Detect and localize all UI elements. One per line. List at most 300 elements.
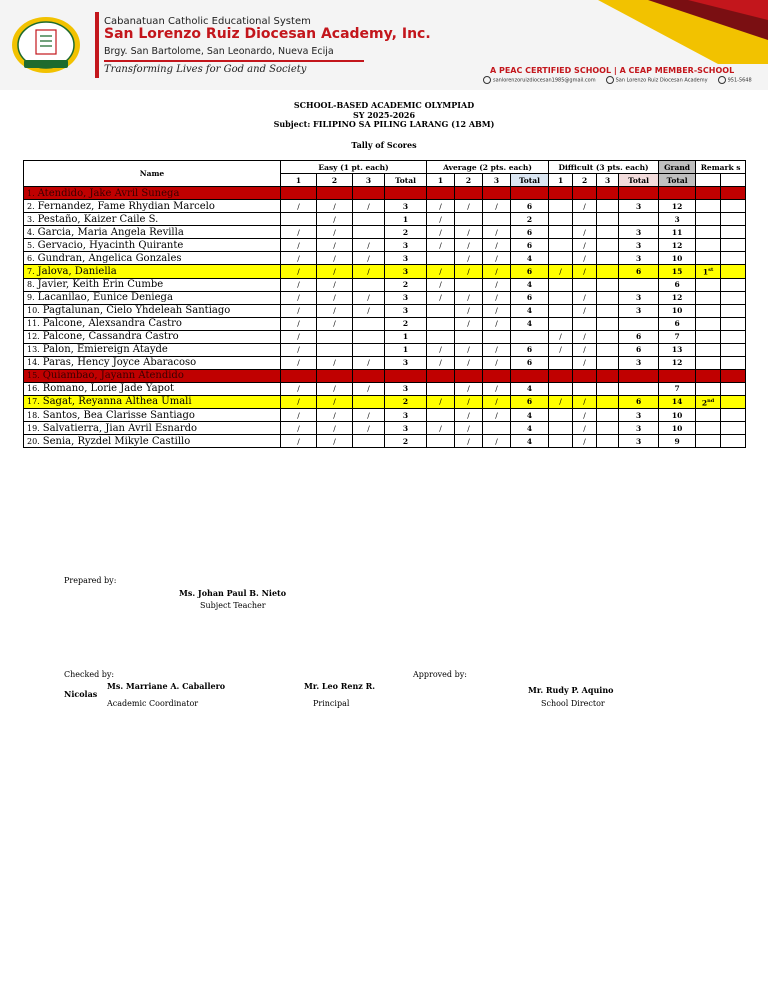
student-name-cell [24, 435, 281, 448]
average-q1-cell: / [427, 356, 455, 369]
difficult-q3-cell [597, 382, 619, 395]
easy-q3-cell: / [353, 239, 385, 252]
header-average-total: Total [511, 174, 549, 187]
easy-q1-cell: / [281, 252, 317, 265]
average-q2-cell [455, 278, 483, 291]
easy-q3-cell [353, 317, 385, 330]
remark-cell [696, 356, 721, 369]
org-name: San Lorenzo Ruiz Diocesan Academy, Inc. [104, 26, 431, 42]
easy-q2-cell [317, 369, 353, 382]
grand-total-cell: 7 [659, 330, 696, 343]
difficult-q3-cell [597, 278, 619, 291]
student-number: 20. [27, 436, 40, 446]
title-line3: Subject: FILIPINO SA PILING LARANG (12 ABM) [273, 119, 495, 129]
phone-icon [718, 76, 726, 84]
grand-total-cell: 6 [659, 317, 696, 330]
average-q1-cell [427, 330, 455, 343]
difficult-q1-cell [549, 226, 573, 239]
grand-total-cell: 15 [659, 265, 696, 279]
header-difficult-q1: 1 [549, 174, 573, 187]
easy-q1-cell: / [281, 278, 317, 291]
average-q3-cell: / [483, 382, 511, 395]
difficult-q3-cell [597, 252, 619, 265]
easy-total-cell: 3 [385, 409, 427, 422]
student-name: Romano, Lorie Jade Yapot [42, 383, 174, 394]
easy-q3-cell: / [353, 200, 385, 213]
header-easy-q2: 2 [317, 174, 353, 187]
difficult-q3-cell [597, 213, 619, 226]
difficult-q3-cell [597, 239, 619, 252]
difficult-q1-cell [549, 356, 573, 369]
average-total-cell: 6 [511, 239, 549, 252]
difficult-q3-cell [597, 356, 619, 369]
average-q1-cell [427, 304, 455, 317]
remark-cell [696, 278, 721, 291]
student-name: Javier, Keith Erin Cumbe [37, 279, 164, 290]
difficult-q3-cell [597, 226, 619, 239]
remark-extra-cell [721, 356, 746, 369]
difficult-total-cell: 3 [619, 356, 659, 369]
easy-q3-cell: / [353, 382, 385, 395]
table-row [24, 200, 746, 213]
corner-decoration [568, 0, 768, 64]
average-q3-cell: / [483, 435, 511, 448]
easy-q2-cell: / [317, 252, 353, 265]
average-total-cell [511, 369, 549, 382]
easy-total-cell: 2 [385, 435, 427, 448]
average-q3-cell: / [483, 226, 511, 239]
average-q1-cell [427, 435, 455, 448]
easy-q1-cell [281, 369, 317, 382]
student-name-cell [24, 239, 281, 252]
header-average-q1: 1 [427, 174, 455, 187]
easy-total-cell: 1 [385, 343, 427, 356]
remark-extra-cell [721, 187, 746, 200]
student-number: 7. [27, 266, 35, 276]
average-q3-cell: / [483, 304, 511, 317]
header-easy-q3: 3 [353, 174, 385, 187]
grand-total-cell: 10 [659, 304, 696, 317]
table-row [24, 239, 746, 252]
difficult-total-cell: 6 [619, 395, 659, 409]
easy-q2-cell: / [317, 435, 353, 448]
average-q2-cell: / [455, 304, 483, 317]
average-q3-cell: / [483, 252, 511, 265]
student-number: 12. [27, 332, 40, 341]
remark-extra-cell [721, 278, 746, 291]
easy-q1-cell: / [281, 343, 317, 356]
scores-body [24, 187, 746, 448]
average-total-cell: 4 [511, 304, 549, 317]
average-q1-cell: / [427, 291, 455, 304]
contact-facebook: San Lorenzo Ruiz Diocesan Academy [615, 77, 708, 84]
remark-extra-cell [721, 395, 746, 409]
easy-total-cell: 3 [385, 291, 427, 304]
average-q2-cell: / [455, 239, 483, 252]
table-row [24, 330, 746, 343]
checked-label: Checked by: [64, 670, 115, 679]
remark-cell [696, 213, 721, 226]
average-q3-cell [483, 330, 511, 343]
table-row [24, 252, 746, 265]
difficult-q1-cell [549, 422, 573, 435]
prepared-name: Ms. Johan Paul B. Nieto [179, 588, 287, 598]
table-row [24, 226, 746, 239]
student-name: Gundran, Angelica Gonzales [37, 252, 182, 264]
difficult-total-cell [619, 317, 659, 330]
easy-q3-cell: / [353, 265, 385, 279]
difficult-total-cell: 6 [619, 265, 659, 279]
difficult-total-cell: 3 [619, 226, 659, 239]
difficult-q3-cell [597, 200, 619, 213]
difficult-total-cell [619, 278, 659, 291]
grand-total-cell: 12 [659, 200, 696, 213]
table-row [24, 382, 746, 395]
average-q1-cell [427, 187, 455, 200]
difficult-q3-cell [597, 409, 619, 422]
average-q3-cell: / [483, 278, 511, 291]
remark-cell [696, 330, 721, 343]
difficult-total-cell: 6 [619, 330, 659, 343]
difficult-q1-cell [549, 252, 573, 265]
average-total-cell: 4 [511, 409, 549, 422]
student-name: Sagat, Reyanna Althea Umali [42, 396, 192, 408]
difficult-q2-cell: / [573, 330, 597, 343]
easy-q2-cell: / [317, 395, 353, 409]
average-q2-cell [455, 187, 483, 200]
remark-extra-cell [721, 435, 746, 448]
header-difficult: Difficult (3 pts. each) [549, 161, 659, 174]
remark-cell [696, 239, 721, 252]
average-total-cell: 6 [511, 226, 549, 239]
difficult-q1-cell [549, 239, 573, 252]
average-total-cell: 4 [511, 422, 549, 435]
average-total-cell: 6 [511, 395, 549, 409]
average-total-cell: 6 [511, 291, 549, 304]
remark-extra-cell [721, 422, 746, 435]
remark-ordinal: nd [707, 397, 715, 404]
difficult-q2-cell: / [573, 343, 597, 356]
table-row [24, 369, 746, 382]
difficult-total-cell [619, 187, 659, 200]
easy-q2-cell: / [317, 409, 353, 422]
difficult-q1-cell [549, 304, 573, 317]
student-number: 5. [27, 240, 35, 250]
average-q3-cell: / [483, 265, 511, 279]
student-number: 11. [27, 319, 40, 328]
average-q3-cell: / [483, 395, 511, 409]
difficult-q1-cell [549, 278, 573, 291]
difficult-q2-cell [573, 317, 597, 330]
checked-title: Academic Coordinator [107, 699, 199, 708]
easy-total-cell: 3 [385, 265, 427, 279]
student-number: 6. [27, 253, 35, 263]
average-q2-cell: / [455, 356, 483, 369]
easy-q2-cell [317, 330, 353, 343]
difficult-q3-cell [597, 265, 619, 279]
student-name: Lacanilao, Eunice Deniega [37, 292, 173, 303]
student-number: 1. [27, 188, 35, 198]
remark-cell [696, 409, 721, 422]
easy-total-cell: 2 [385, 278, 427, 291]
difficult-total-cell: 3 [619, 200, 659, 213]
easy-q3-cell: / [353, 356, 385, 369]
average-q1-cell: / [427, 239, 455, 252]
difficult-q1-cell [549, 213, 573, 226]
average-q3-cell: / [483, 200, 511, 213]
student-name-cell [24, 382, 281, 395]
student-number: 3. [27, 214, 35, 224]
student-number: 10. [27, 306, 40, 315]
difficult-q2-cell: / [573, 239, 597, 252]
grand-total-cell: 12 [659, 239, 696, 252]
title-line1: SCHOOL-BASED ACADEMIC OLYMPIAD [293, 100, 475, 110]
easy-q1-cell: / [281, 291, 317, 304]
grand-total-cell: 11 [659, 226, 696, 239]
grand-total-cell: 10 [659, 252, 696, 265]
average-q2-cell [455, 213, 483, 226]
difficult-total-cell: 6 [619, 343, 659, 356]
easy-q1-cell: / [281, 395, 317, 409]
remark-cell [696, 395, 721, 409]
difficult-q3-cell [597, 187, 619, 200]
difficult-q1-cell [549, 187, 573, 200]
approved-name: Mr. Rudy P. Aquino [528, 685, 614, 695]
easy-q3-cell: / [353, 304, 385, 317]
easy-q3-cell [353, 187, 385, 200]
easy-q2-cell: / [317, 304, 353, 317]
remark-cell [696, 422, 721, 435]
student-name-cell [24, 265, 281, 279]
grand-total-cell: 10 [659, 422, 696, 435]
scores-table [23, 160, 746, 448]
table-row [24, 409, 746, 422]
grand-total-cell: 13 [659, 343, 696, 356]
easy-q2-cell [317, 187, 353, 200]
table-row [24, 395, 746, 409]
difficult-q1-cell [549, 382, 573, 395]
student-number: 8. [27, 280, 35, 289]
table-row [24, 343, 746, 356]
student-name: Palon, Emiereign Atayde [42, 344, 168, 355]
student-name-cell [24, 317, 281, 330]
average-total-cell: 4 [511, 382, 549, 395]
header-remark-a [696, 174, 721, 187]
average-q1-cell: / [427, 395, 455, 409]
table-row [24, 304, 746, 317]
easy-q3-cell [353, 330, 385, 343]
org-tagline: Transforming Lives for God and Society [104, 64, 307, 75]
easy-total-cell: 3 [385, 252, 427, 265]
easy-total-cell [385, 187, 427, 200]
remark-extra-cell [721, 382, 746, 395]
difficult-q1-cell [549, 291, 573, 304]
header-divider [95, 12, 99, 78]
checked-name-cont: Nicolas [64, 689, 98, 699]
difficult-q2-cell [573, 369, 597, 382]
remark-extra-cell [721, 291, 746, 304]
average-q2-cell: / [455, 317, 483, 330]
average-q1-cell: / [427, 422, 455, 435]
header-difficult-q2: 2 [573, 174, 597, 187]
easy-q3-cell [353, 369, 385, 382]
difficult-q2-cell: / [573, 304, 597, 317]
header-average-q2: 2 [455, 174, 483, 187]
grand-total-cell: 6 [659, 278, 696, 291]
average-q2-cell: / [455, 226, 483, 239]
average-q1-cell [427, 252, 455, 265]
easy-q1-cell: / [281, 304, 317, 317]
average-q1-cell: / [427, 343, 455, 356]
grand-total-cell: 10 [659, 409, 696, 422]
header-average-q3: 3 [483, 174, 511, 187]
difficult-q1-cell: / [549, 343, 573, 356]
grand-total-cell: 7 [659, 382, 696, 395]
difficult-q3-cell [597, 422, 619, 435]
easy-q1-cell: / [281, 265, 317, 279]
header-easy-total: Total [385, 174, 427, 187]
remark-extra-cell [721, 213, 746, 226]
easy-q2-cell: / [317, 226, 353, 239]
easy-q2-cell: / [317, 317, 353, 330]
difficult-q2-cell: / [573, 435, 597, 448]
difficult-q3-cell [597, 435, 619, 448]
student-name-cell [24, 278, 281, 291]
student-name-cell [24, 226, 281, 239]
difficult-q2-cell [573, 187, 597, 200]
table-row [24, 265, 746, 279]
org-address: Brgy. San Bartolome, San Leonardo, Nueva Ecija [104, 46, 334, 57]
student-name-cell [24, 409, 281, 422]
header-difficult-q3: 3 [597, 174, 619, 187]
easy-q1-cell: / [281, 317, 317, 330]
accreditation-text: A PEAC CERTIFIED SCHOOL | A CEAP MEMBER-SCHOOL [490, 66, 735, 75]
remark-extra-cell [721, 343, 746, 356]
average-total-cell: 6 [511, 343, 549, 356]
table-row [24, 278, 746, 291]
header-easy: Easy (1 pt. each) [281, 161, 427, 174]
difficult-q2-cell: / [573, 226, 597, 239]
table-row [24, 291, 746, 304]
difficult-total-cell: 3 [619, 422, 659, 435]
student-name-cell [24, 187, 281, 200]
difficult-q1-cell: / [549, 330, 573, 343]
difficult-q2-cell [573, 213, 597, 226]
difficult-total-cell [619, 369, 659, 382]
table-row [24, 356, 746, 369]
easy-q2-cell: / [317, 356, 353, 369]
easy-total-cell: 3 [385, 356, 427, 369]
average-q1-cell: / [427, 213, 455, 226]
average-q3-cell: / [483, 239, 511, 252]
average-q1-cell [427, 382, 455, 395]
student-name: Gervacio, Hyacinth Quirante [37, 239, 184, 251]
difficult-q1-cell [549, 317, 573, 330]
average-q2-cell: / [455, 422, 483, 435]
difficult-total-cell: 3 [619, 252, 659, 265]
difficult-q3-cell [597, 343, 619, 356]
student-name-cell [24, 291, 281, 304]
table-row [24, 435, 746, 448]
easy-total-cell: 1 [385, 330, 427, 343]
average-total-cell: 4 [511, 252, 549, 265]
contact-email: sanlorenzoruizdiocesan1985@gmail.com [493, 77, 596, 84]
student-name-cell [24, 356, 281, 369]
student-number: 13. [27, 345, 40, 354]
easy-q3-cell [353, 395, 385, 409]
easy-q2-cell: / [317, 382, 353, 395]
document-titles [0, 101, 768, 130]
remark-extra-cell [721, 252, 746, 265]
remark-cell [696, 200, 721, 213]
average-q2-cell: / [455, 265, 483, 279]
easy-q1-cell: / [281, 356, 317, 369]
average-q3-cell [483, 422, 511, 435]
easy-total-cell: 2 [385, 317, 427, 330]
difficult-q3-cell [597, 317, 619, 330]
average-q2-cell [455, 369, 483, 382]
easy-q3-cell: / [353, 252, 385, 265]
average-total-cell: 6 [511, 200, 549, 213]
difficult-total-cell: 3 [619, 239, 659, 252]
remark-value: 1 [702, 267, 709, 277]
approved-title: School Director [541, 699, 605, 708]
prepared-label: Prepared by: [64, 576, 117, 585]
approved-label: Approved by: [413, 670, 467, 679]
difficult-total-cell [619, 213, 659, 226]
student-name: Palcone, Cassandra Castro [42, 331, 179, 342]
header-average: Average (2 pts. each) [427, 161, 549, 174]
grand-total-cell [659, 369, 696, 382]
easy-q2-cell [317, 343, 353, 356]
remark-cell [696, 343, 721, 356]
header-remark-b [721, 174, 746, 187]
remark-cell [696, 226, 721, 239]
table-row [24, 213, 746, 226]
difficult-q2-cell: / [573, 395, 597, 409]
student-name: Garcia, Maria Angela Revilla [37, 226, 184, 238]
student-number: 9. [27, 293, 35, 302]
easy-q3-cell [353, 213, 385, 226]
average-q1-cell [427, 369, 455, 382]
student-name-cell [24, 252, 281, 265]
remark-cell [696, 382, 721, 395]
email-icon [483, 76, 491, 84]
average-q3-cell [483, 187, 511, 200]
easy-q3-cell [353, 226, 385, 239]
student-number: 19. [27, 423, 40, 433]
average-total-cell: 4 [511, 317, 549, 330]
student-name: Palcone, Alexsandra Castro [42, 318, 182, 329]
difficult-q3-cell [597, 291, 619, 304]
contact-phone: 951-5648 [727, 77, 752, 84]
grand-total-cell: 9 [659, 435, 696, 448]
remark-ordinal: st [708, 267, 714, 273]
student-name-cell [24, 213, 281, 226]
difficult-q2-cell: / [573, 356, 597, 369]
remark-extra-cell [721, 239, 746, 252]
grand-total-cell: 12 [659, 356, 696, 369]
easy-total-cell: 3 [385, 382, 427, 395]
average-q3-cell: / [483, 409, 511, 422]
remark-cell [696, 265, 721, 279]
average-q3-cell [483, 213, 511, 226]
grand-total-cell: 12 [659, 291, 696, 304]
easy-total-cell: 3 [385, 239, 427, 252]
student-name-cell [24, 330, 281, 343]
average-q1-cell: / [427, 226, 455, 239]
student-name: Salvatierra, Jian Avril Esnardo [42, 422, 198, 434]
